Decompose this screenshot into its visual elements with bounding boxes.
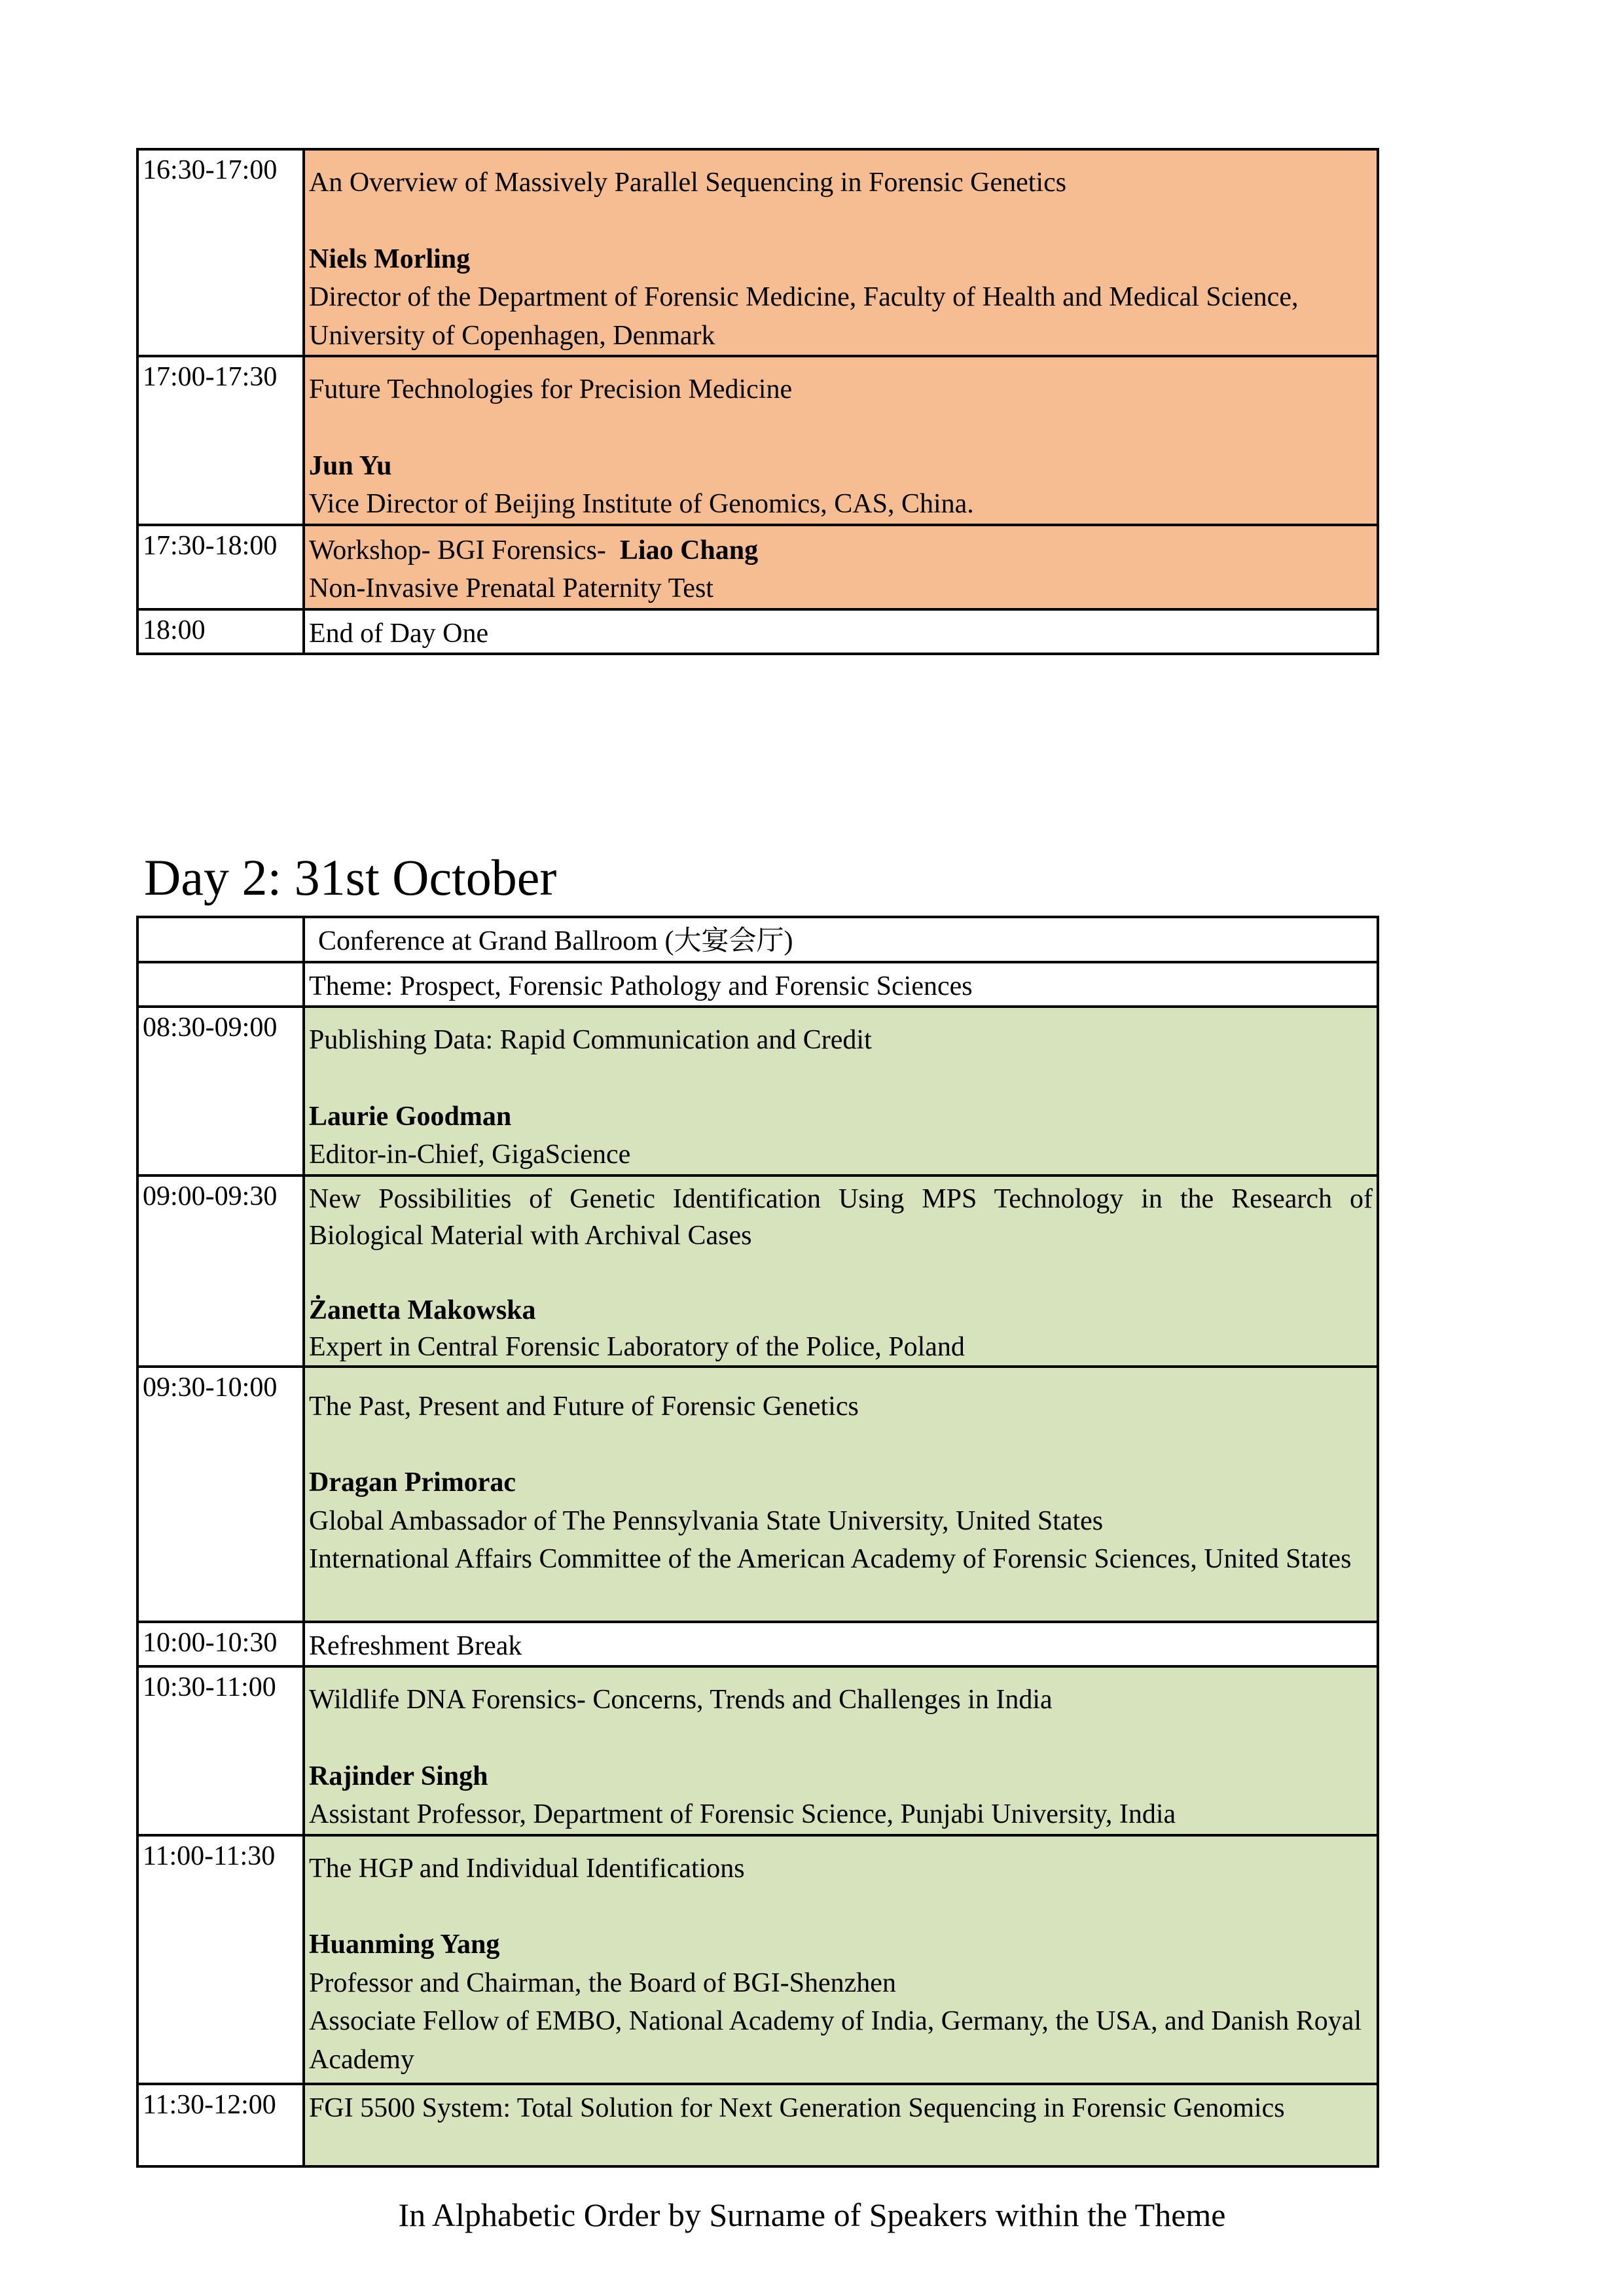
table-row xyxy=(137,1622,1378,1667)
speaker-affiliation: Professor and Chairman, the Board of BGI-Shenzhen xyxy=(309,1967,896,1998)
footer-note: In Alphabetic Order by Surname of Speakers within the Theme xyxy=(398,2197,1226,2233)
speaker-affiliation: Director of the Department of Forensic Medicine, Faculty of Health and Medical Science, University of Copenhagen, Denmark xyxy=(309,282,1299,351)
empty-time-cell xyxy=(137,917,304,962)
session-cell xyxy=(304,525,1378,609)
speaker-affiliation: Editor-in-Chief, GigaScience xyxy=(309,1139,631,1170)
theme-label: Theme: Prospect, Forensic Pathology and Forensic Sciences xyxy=(309,971,973,1001)
table-row xyxy=(137,525,1378,609)
session-cell xyxy=(304,1175,1378,1367)
table-row xyxy=(137,1367,1378,1622)
session-subtitle: Non-Invasive Prenatal Paternity Test xyxy=(309,573,713,603)
session-cell xyxy=(304,2084,1378,2166)
session-title: Wildlife DNA Forensics- Concerns, Trends and Challenges in India xyxy=(309,1685,1053,1715)
session-time: 10:00-10:30 xyxy=(137,1622,304,1667)
theme-cell xyxy=(304,962,1378,1007)
speaker-affiliation-secondary: International Affairs Committee of the American Academy of Forensic Sciences, United States xyxy=(309,1544,1352,1574)
session-title: FGI 5500 System: Total Solution for Next Generation Sequencing in Forensic Genomics xyxy=(309,2092,1285,2123)
table-row xyxy=(137,917,1378,962)
day1-schedule-table xyxy=(136,148,1379,655)
table-row xyxy=(137,149,1378,356)
session-cell xyxy=(304,1622,1378,1667)
session-title: The Past, Present and Future of Forensic Genetics xyxy=(309,1391,859,1422)
speaker-name: Dragan Primorac xyxy=(309,1467,516,1498)
speaker-affiliation-secondary: Associate Fellow of EMBO, National Academy of India, Germany, the USA, and Danish Royal Academy xyxy=(309,2006,1362,2075)
speaker-affiliation: Vice Director of Beijing Institute of Genomics, CAS, China. xyxy=(309,489,974,519)
session-time: 09:00-09:30 xyxy=(137,1175,304,1367)
speaker-name: Liao Chang xyxy=(619,535,759,565)
table-row xyxy=(137,609,1378,655)
session-cell xyxy=(304,1666,1378,1835)
speaker-affiliation: Global Ambassador of The Pennsylvania State University, United States xyxy=(309,1505,1104,1536)
table-row xyxy=(137,1175,1378,1367)
speaker-affiliation: Assistant Professor, Department of Forensic Science, Punjabi University, India xyxy=(309,1799,1176,1829)
table-row xyxy=(137,1835,1378,2084)
session-cell xyxy=(304,356,1378,525)
session-title: Refreshment Break xyxy=(309,1630,522,1661)
session-title: End of Day One xyxy=(309,618,489,649)
speaker-name: Rajinder Singh xyxy=(309,1761,488,1791)
session-title: Workshop- BGI Forensics- xyxy=(309,535,606,565)
session-title: An Overview of Massively Parallel Sequencing in Forensic Genetics xyxy=(309,168,1067,198)
venue-cell xyxy=(304,917,1378,962)
session-cell xyxy=(304,1835,1378,2084)
session-cell xyxy=(304,1367,1378,1622)
session-time: 18:00 xyxy=(137,609,304,655)
session-time: 17:30-18:00 xyxy=(137,525,304,609)
session-time: 11:00-11:30 xyxy=(137,1835,304,2084)
table-row xyxy=(137,1666,1378,1835)
speaker-name: Huanming Yang xyxy=(309,1929,500,1960)
session-time: 17:00-17:30 xyxy=(137,356,304,525)
day2-schedule-table xyxy=(136,916,1379,2168)
session-time: 16:30-17:00 xyxy=(137,149,304,356)
session-time: 11:30-12:00 xyxy=(137,2084,304,2166)
session-title: Publishing Data: Rapid Communication and Credit xyxy=(309,1025,872,1055)
empty-time-cell xyxy=(137,962,304,1007)
speaker-name: Jun Yu xyxy=(309,450,392,481)
session-cell xyxy=(304,149,1378,356)
table-row xyxy=(137,2084,1378,2166)
session-title: Future Technologies for Precision Medicine xyxy=(309,374,793,404)
session-time: 08:30-09:00 xyxy=(137,1007,304,1175)
venue-label: Conference at Grand Ballroom (大宴会厅) xyxy=(318,926,793,956)
session-time: 10:30-11:00 xyxy=(137,1666,304,1835)
day-heading: Day 2: 31st October xyxy=(144,849,557,906)
session-title: New Possibilities of Genetic Identification Using MPS Technology in the Research of Biological Material with Archival Cases xyxy=(309,1183,1373,1251)
table-row xyxy=(137,356,1378,525)
speaker-affiliation: Expert in Central Forensic Laboratory of the Police, Poland xyxy=(309,1331,965,1362)
table-row xyxy=(137,962,1378,1007)
speaker-name: Laurie Goodman xyxy=(309,1101,512,1132)
table-row xyxy=(137,1007,1378,1175)
speaker-name: Niels Morling xyxy=(309,243,471,274)
session-title: The HGP and Individual Identifications xyxy=(309,1853,745,1884)
session-time: 09:30-10:00 xyxy=(137,1367,304,1622)
session-cell xyxy=(304,1007,1378,1175)
speaker-name: Żanetta Makowska xyxy=(309,1295,536,1325)
session-cell xyxy=(304,609,1378,655)
